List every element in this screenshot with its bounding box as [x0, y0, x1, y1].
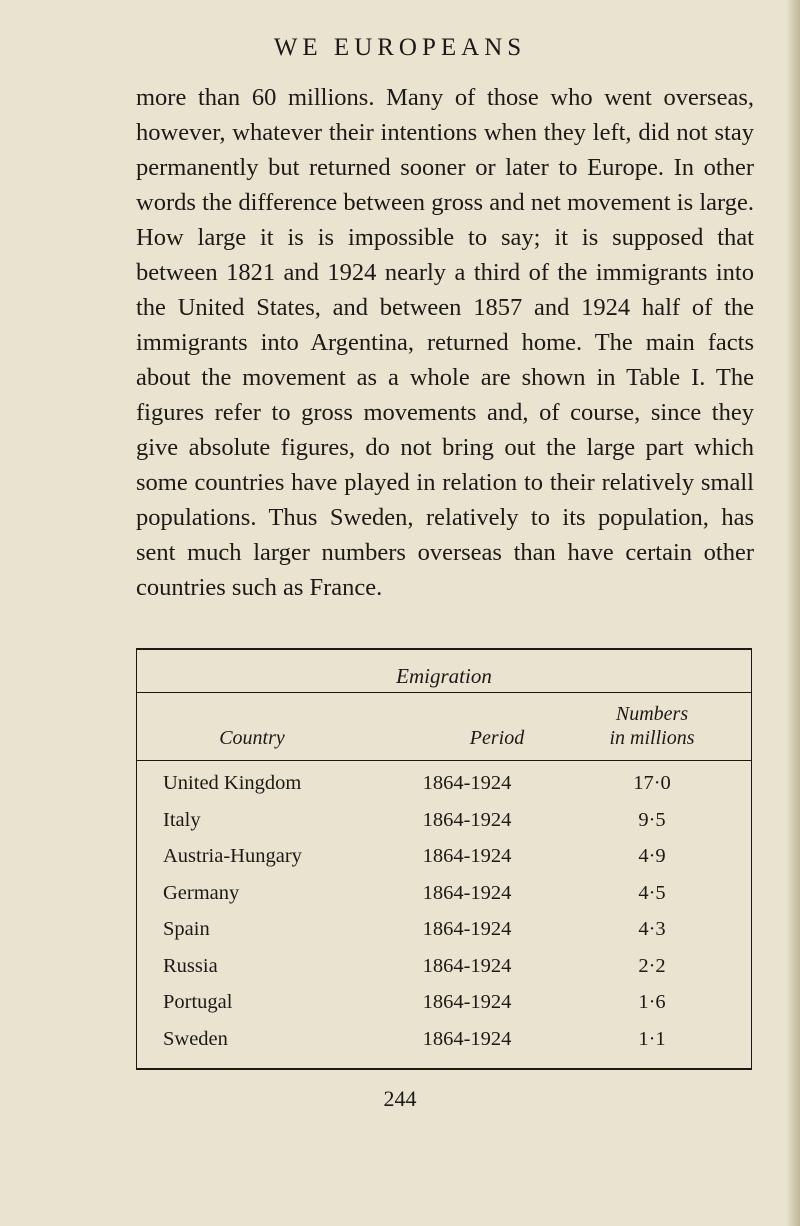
header-rule	[137, 760, 751, 761]
body-paragraph: more than 60 millions. Many of those who went overseas, however, whatever their intentions when they left, did not stay permanently but returned sooner or later to Europe. In other words the difference between gross and net movement is large. How large it is is impossible to say; it is supposed that between 1821 and 1924 nearly a third of the immigrants into the United States, and between 1857 and 1924 half of the immigrants into Argentina, returned home. The main facts about the movement as a whole are shown in Table I. The figures refer to gross movements and, of course, since they give absolute figures, do not bring out the large part which some countries have played in relation to their relatively small populations. Thus Sweden, relatively to its population, has sent much larger numbers overseas than have certain other countries such as France.	[136, 84, 754, 601]
cell-millions: 1·1	[638, 1027, 666, 1050]
table-caption: Emigration	[396, 664, 492, 688]
column-header-period: Period	[469, 727, 525, 749]
cell-period: 1864-1924	[422, 954, 512, 977]
page-number: 244	[383, 1086, 417, 1111]
cell-country: United Kingdom	[163, 772, 302, 794]
table-row	[137, 987, 751, 1024]
cell-country: Germany	[163, 881, 240, 904]
column-header-numbers	[567, 702, 737, 750]
cell-period: 1864-1924	[422, 881, 512, 904]
table-row	[137, 878, 751, 915]
cell-millions: 4·3	[638, 918, 666, 940]
cell-millions: 2·2	[638, 954, 666, 977]
table-row	[137, 768, 751, 805]
table-row	[137, 841, 751, 878]
cell-period: 1864-1924	[422, 845, 512, 867]
cell-period: 1864-1924	[422, 918, 512, 940]
cell-period: 1864-1924	[422, 772, 512, 794]
cell-millions: 4·5	[638, 881, 666, 904]
table-row	[137, 914, 751, 951]
table-body	[137, 768, 751, 1060]
cell-country: Italy	[163, 808, 201, 831]
column-header-numbers-line1: Numbers	[615, 703, 689, 725]
emigration-table	[136, 648, 752, 1070]
cell-country: Portugal	[163, 991, 233, 1013]
running-head: WE EUROPEANS	[273, 34, 527, 61]
cell-period: 1864-1924	[422, 1027, 512, 1050]
cell-period: 1864-1924	[422, 991, 512, 1013]
cell-country: Austria-Hungary	[163, 845, 302, 867]
cell-millions: 1·6	[638, 991, 666, 1013]
caption-rule	[137, 692, 751, 693]
column-header-numbers-line2: in millions	[609, 727, 695, 749]
cell-country: Russia	[163, 954, 218, 977]
cell-country: Spain	[163, 918, 210, 940]
table-row	[137, 805, 751, 842]
table-row	[137, 1024, 751, 1061]
cell-period: 1864-1924	[422, 808, 512, 831]
cell-millions: 9·5	[638, 808, 666, 831]
cell-country: Sweden	[163, 1027, 228, 1050]
page-edge-shadow	[786, 0, 800, 1226]
cell-millions: 17·0	[633, 772, 671, 794]
column-header-country: Country	[219, 727, 285, 749]
cell-millions: 4·9	[638, 845, 666, 867]
table-row	[137, 951, 751, 988]
